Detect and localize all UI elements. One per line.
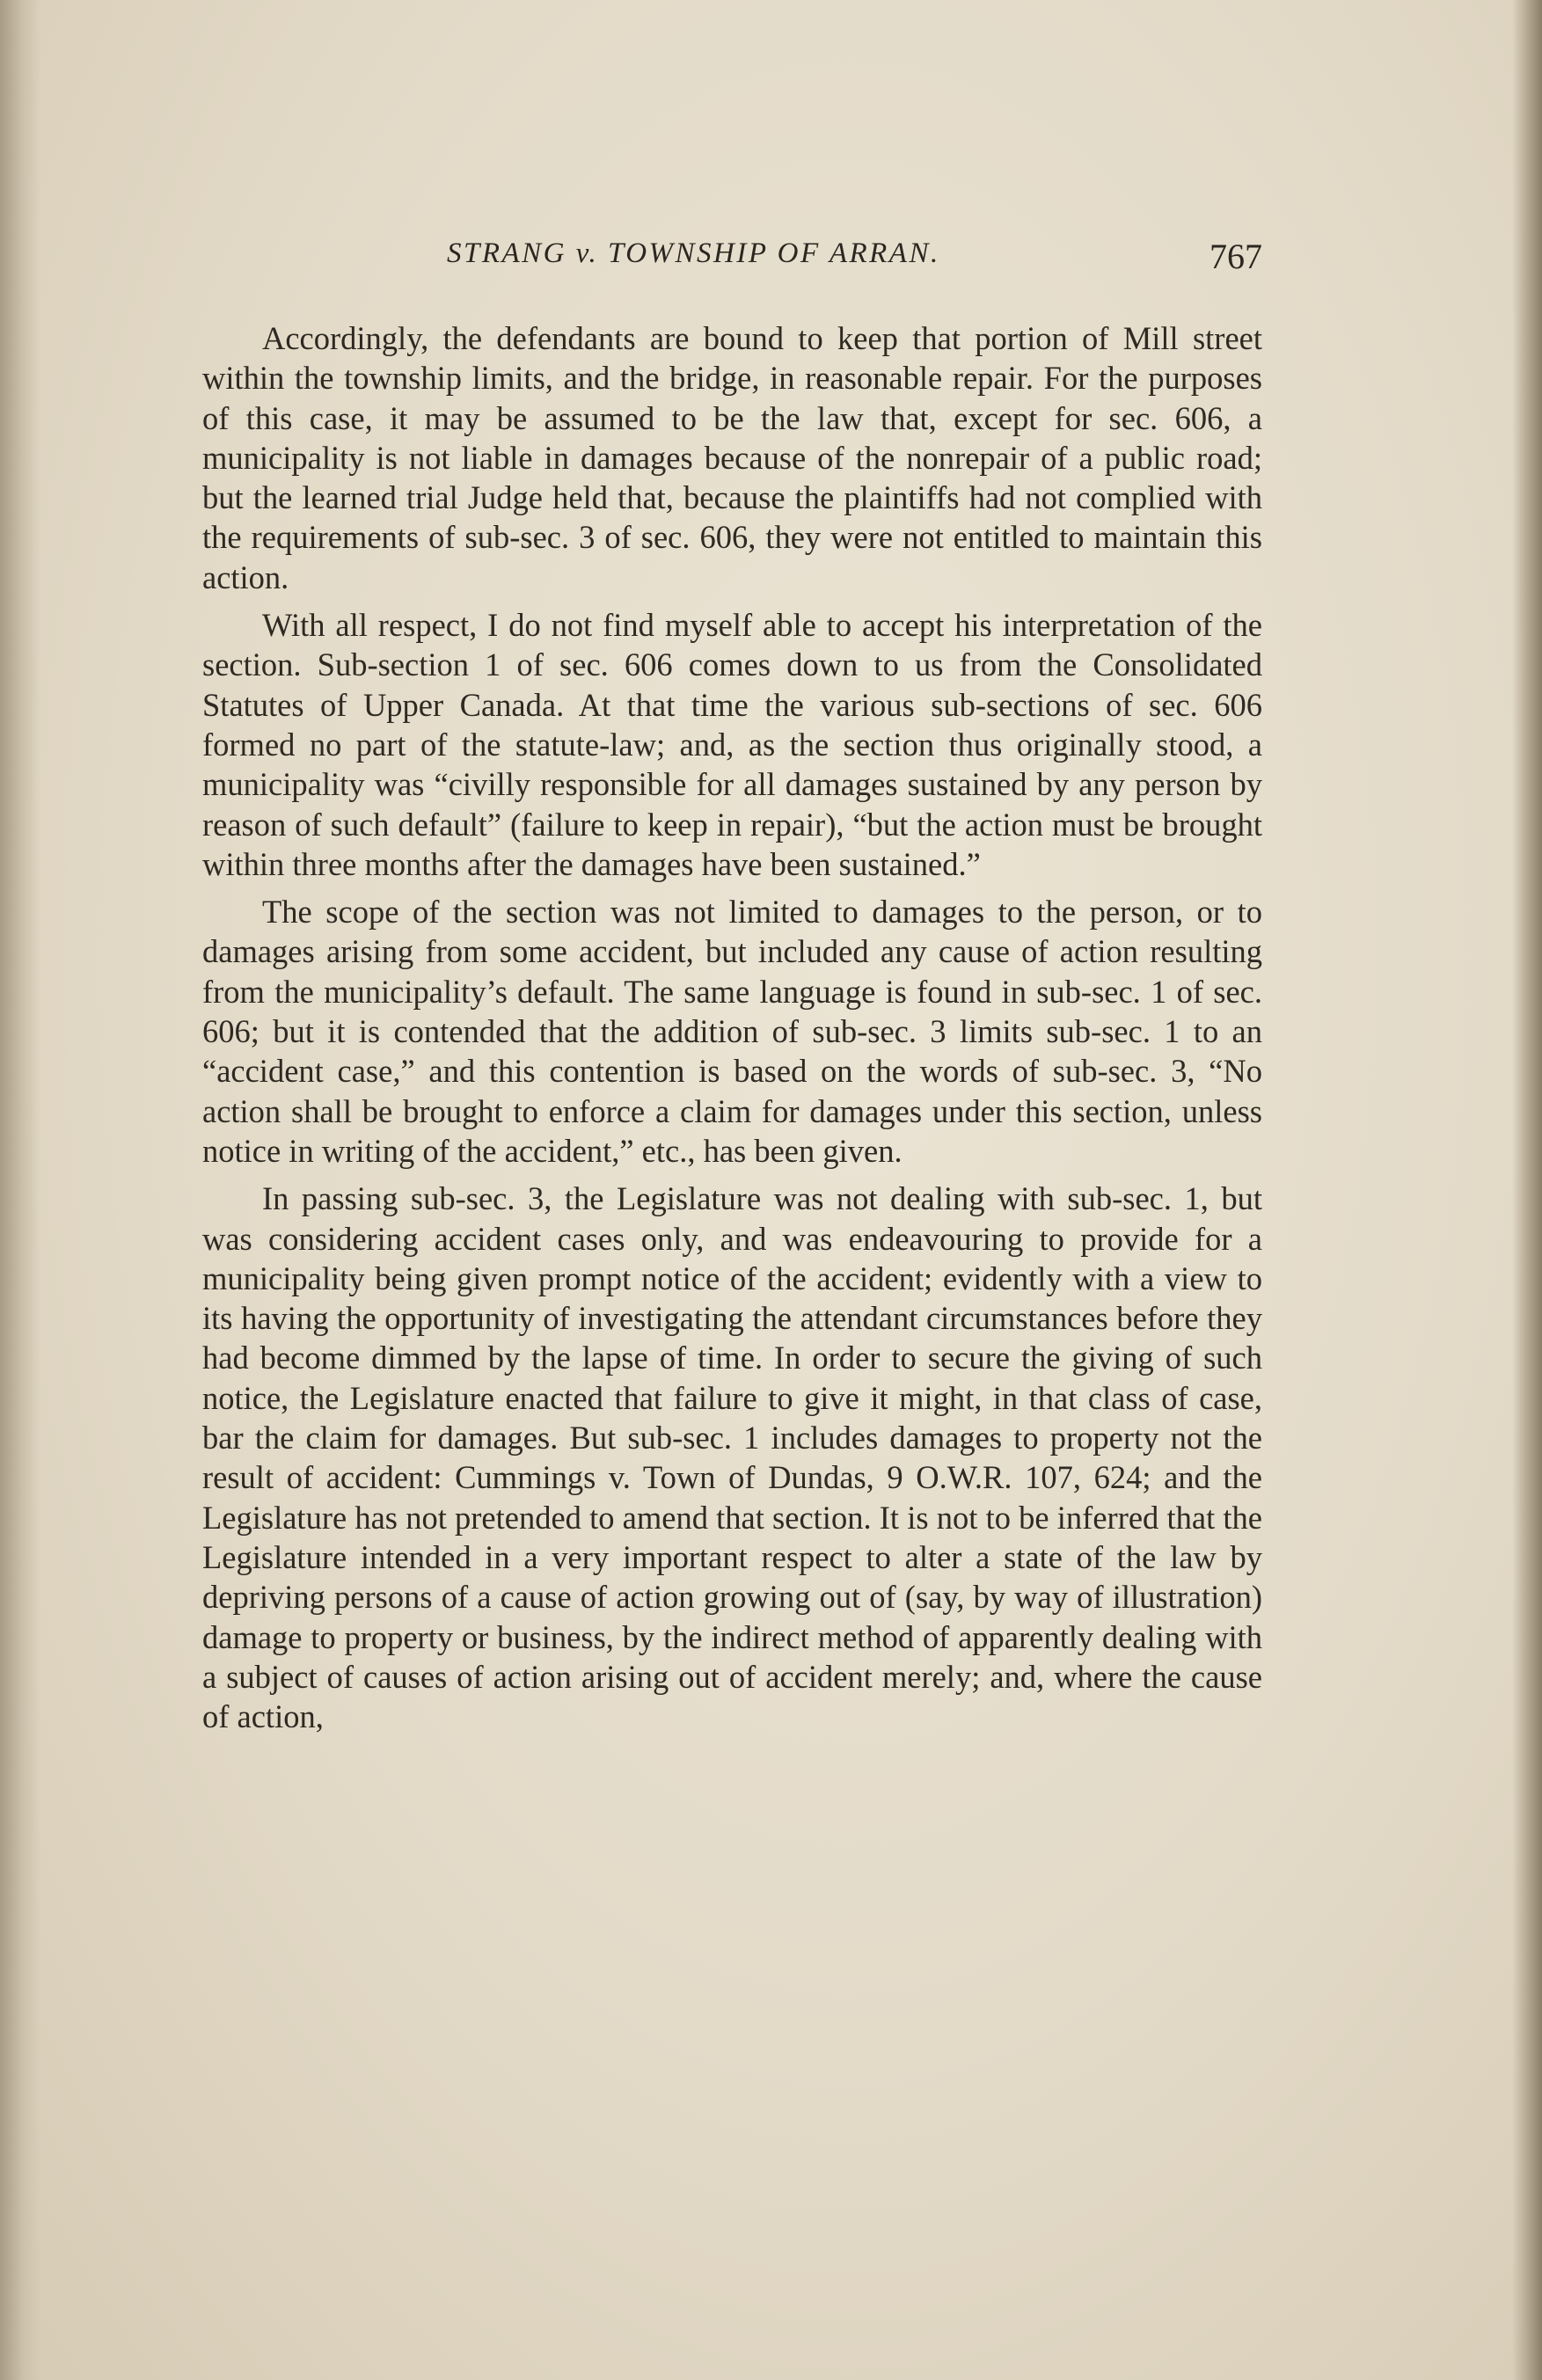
page-edge [1512,0,1542,2380]
spine-shadow [0,0,40,2380]
paragraph: Accordingly, the defendants are bound to keep that portion of Mill street within the township limits, and the bridge, in reasonable repair. For the purposes of this case, it may be assumed to be the law that, except for sec. 606, a municipality is not liable in damages because of the nonrepair of a public road; but the learned trial Judge held that, because the plaintiffs had not complied with the requirements of sub-sec. 3 of sec. 606, they were not entitled to maintain this action. [202,320,1262,595]
page-number: 767 [1209,237,1262,276]
body-text [202,318,1262,1736]
page-header [202,230,1262,283]
running-head: STRANG v. TOWNSHIP OF ARRAN. [447,237,940,269]
paragraph: The scope of the section was not limited to damages to the person, or to damages arising from some accident, but included any cause of action resulting from the municipality’s default. The same language is found in sub-sec. 1 of sec. 606; but it is contended that the addition of sub-sec. 3 limits sub-sec. 1 to an “accident case,” and this contention is based on the words of sub-sec. 3, “No action shall be brought to enforce a claim for damages under this section, unless notice in writing of the accident,” etc., has been given. [202,894,1262,1169]
paragraph: With all respect, I do not find myself able to accept his interpretation of the section. Sub-section 1 of sec. 606 comes down to us from the Consolidated Statutes of Upper Canada. At that time the various sub-sections of sec. 606 formed no part of the statute-law; and, as the section thus originally stood, a municipality was “civilly responsible for all damages sustained by any person by reason of such default” (failure to keep in repair), “but the action must be brought within three months after the damages have been sustained.” [202,607,1262,882]
paragraph: In passing sub-sec. 3, the Legislature was not dealing with sub-sec. 1, but was considering accident cases only, and was endeavouring to provide for a municipality being given prompt notice of the accident; evidently with a view to its having the opportunity of investigating the attendant circumstances before they had become dimmed by the lapse of time. In order to secure the giving of such notice, the Legislature enacted that failure to give it might, in that class of case, bar the claim for damages. But sub-sec. 1 includes damages to property not the result of accident: Cummings v. Town of Dundas, 9 O.W.R. 107, 624; and the Legislature has not pretended to amend that section. It is not to be inferred that the Legislature intended in a very important respect to alter a state of the law by depriving persons of a cause of action growing out of (say, by way of illustration) damage to property or business, by the indirect method of apparently dealing with a subject of causes of action arising out of accident merely; and, where the cause of action, [202,1180,1262,1735]
